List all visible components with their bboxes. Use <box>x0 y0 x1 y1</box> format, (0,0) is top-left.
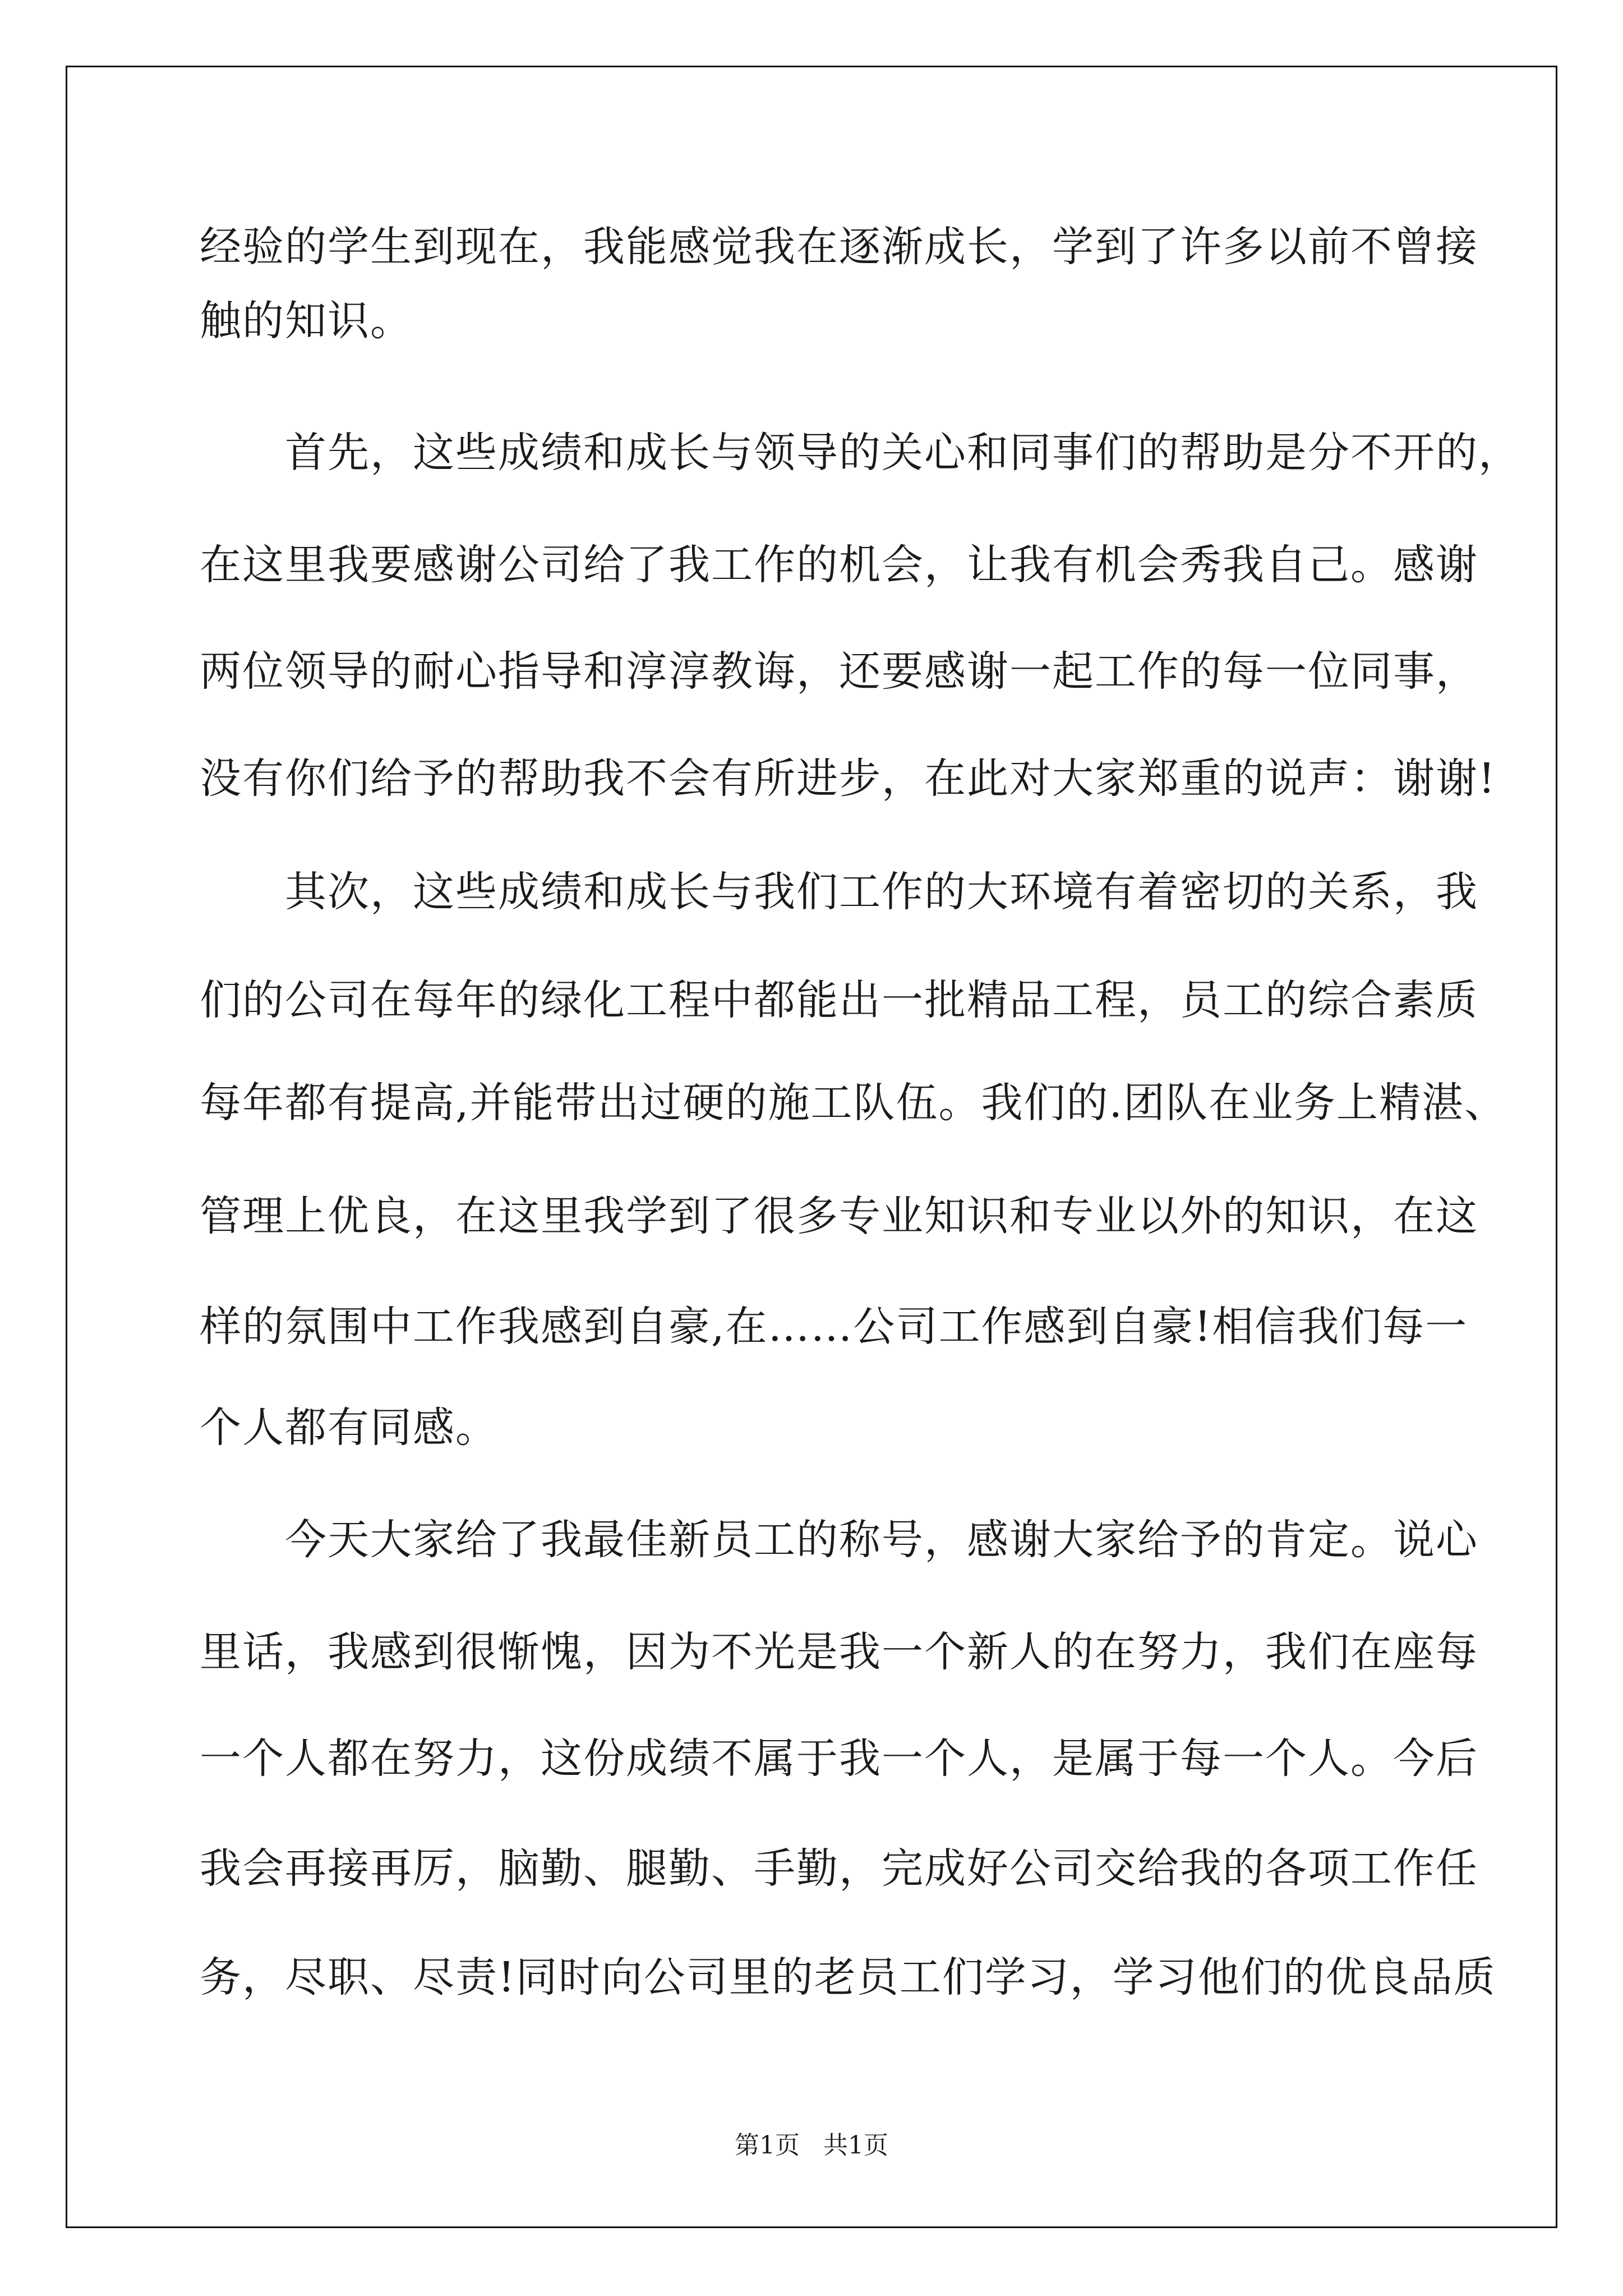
text-line: 管理上优良，在这里我学到了很多专业知识和专业以外的知识，在这 <box>200 1192 1478 1240</box>
text-line: 一个人都在努力，这份成绩不属于我一个人，是属于每一个人。今后 <box>200 1734 1478 1783</box>
text-line: 经验的学生到现在，我能感觉我在逐渐成长，学到了许多以前不曾接 <box>200 223 1478 271</box>
text-line: 们的公司在每年的绿化工程中都能出一批精品工程，员工的综合素质 <box>200 976 1478 1024</box>
page-footer: 第1页 共1页 <box>735 2131 888 2160</box>
text-line: 样的氛围中工作我感到自豪,在……公司工作感到自豪!相信我们每一 <box>200 1303 1468 1351</box>
text-line: 每年都有提高,并能带出过硬的施工队伍。我们的.团队在业务上精湛、 <box>200 1079 1507 1127</box>
text-line: 触的知识。 <box>200 297 413 345</box>
text-line: 其次，这些成绩和成长与我们工作的大环境有着密切的关系，我 <box>200 868 1478 916</box>
text-line: 首先，这些成绩和成长与领导的关心和同事们的帮助是分不开的， <box>200 429 1521 477</box>
text-line: 两位领导的耐心指导和淳淳教诲，还要感谢一起工作的每一位同事， <box>200 647 1478 696</box>
text-line: 里话，我感到很惭愧，因为不光是我一个新人的在努力，我们在座每 <box>200 1628 1478 1676</box>
text-line: 我会再接再厉，脑勤、腿勤、手勤，完成好公司交给我的各项工作任 <box>200 1844 1478 1893</box>
page-border <box>66 66 1557 2228</box>
text-line: 没有你们给予的帮助我不会有所进步，在此对大家郑重的说声：谢谢! <box>200 754 1496 803</box>
text-line: 务，尽职、尽责!同时向公司里的老员工们学习，学习他们的优良品质 <box>200 1953 1496 2001</box>
text-line: 今天大家给了我最佳新员工的称号，感谢大家给予的肯定。说心 <box>200 1516 1478 1564</box>
text-line: 在这里我要感谢公司给了我工作的机会，让我有机会秀我自己。感谢 <box>200 541 1478 589</box>
text-line: 个人都有同感。 <box>200 1404 498 1452</box>
